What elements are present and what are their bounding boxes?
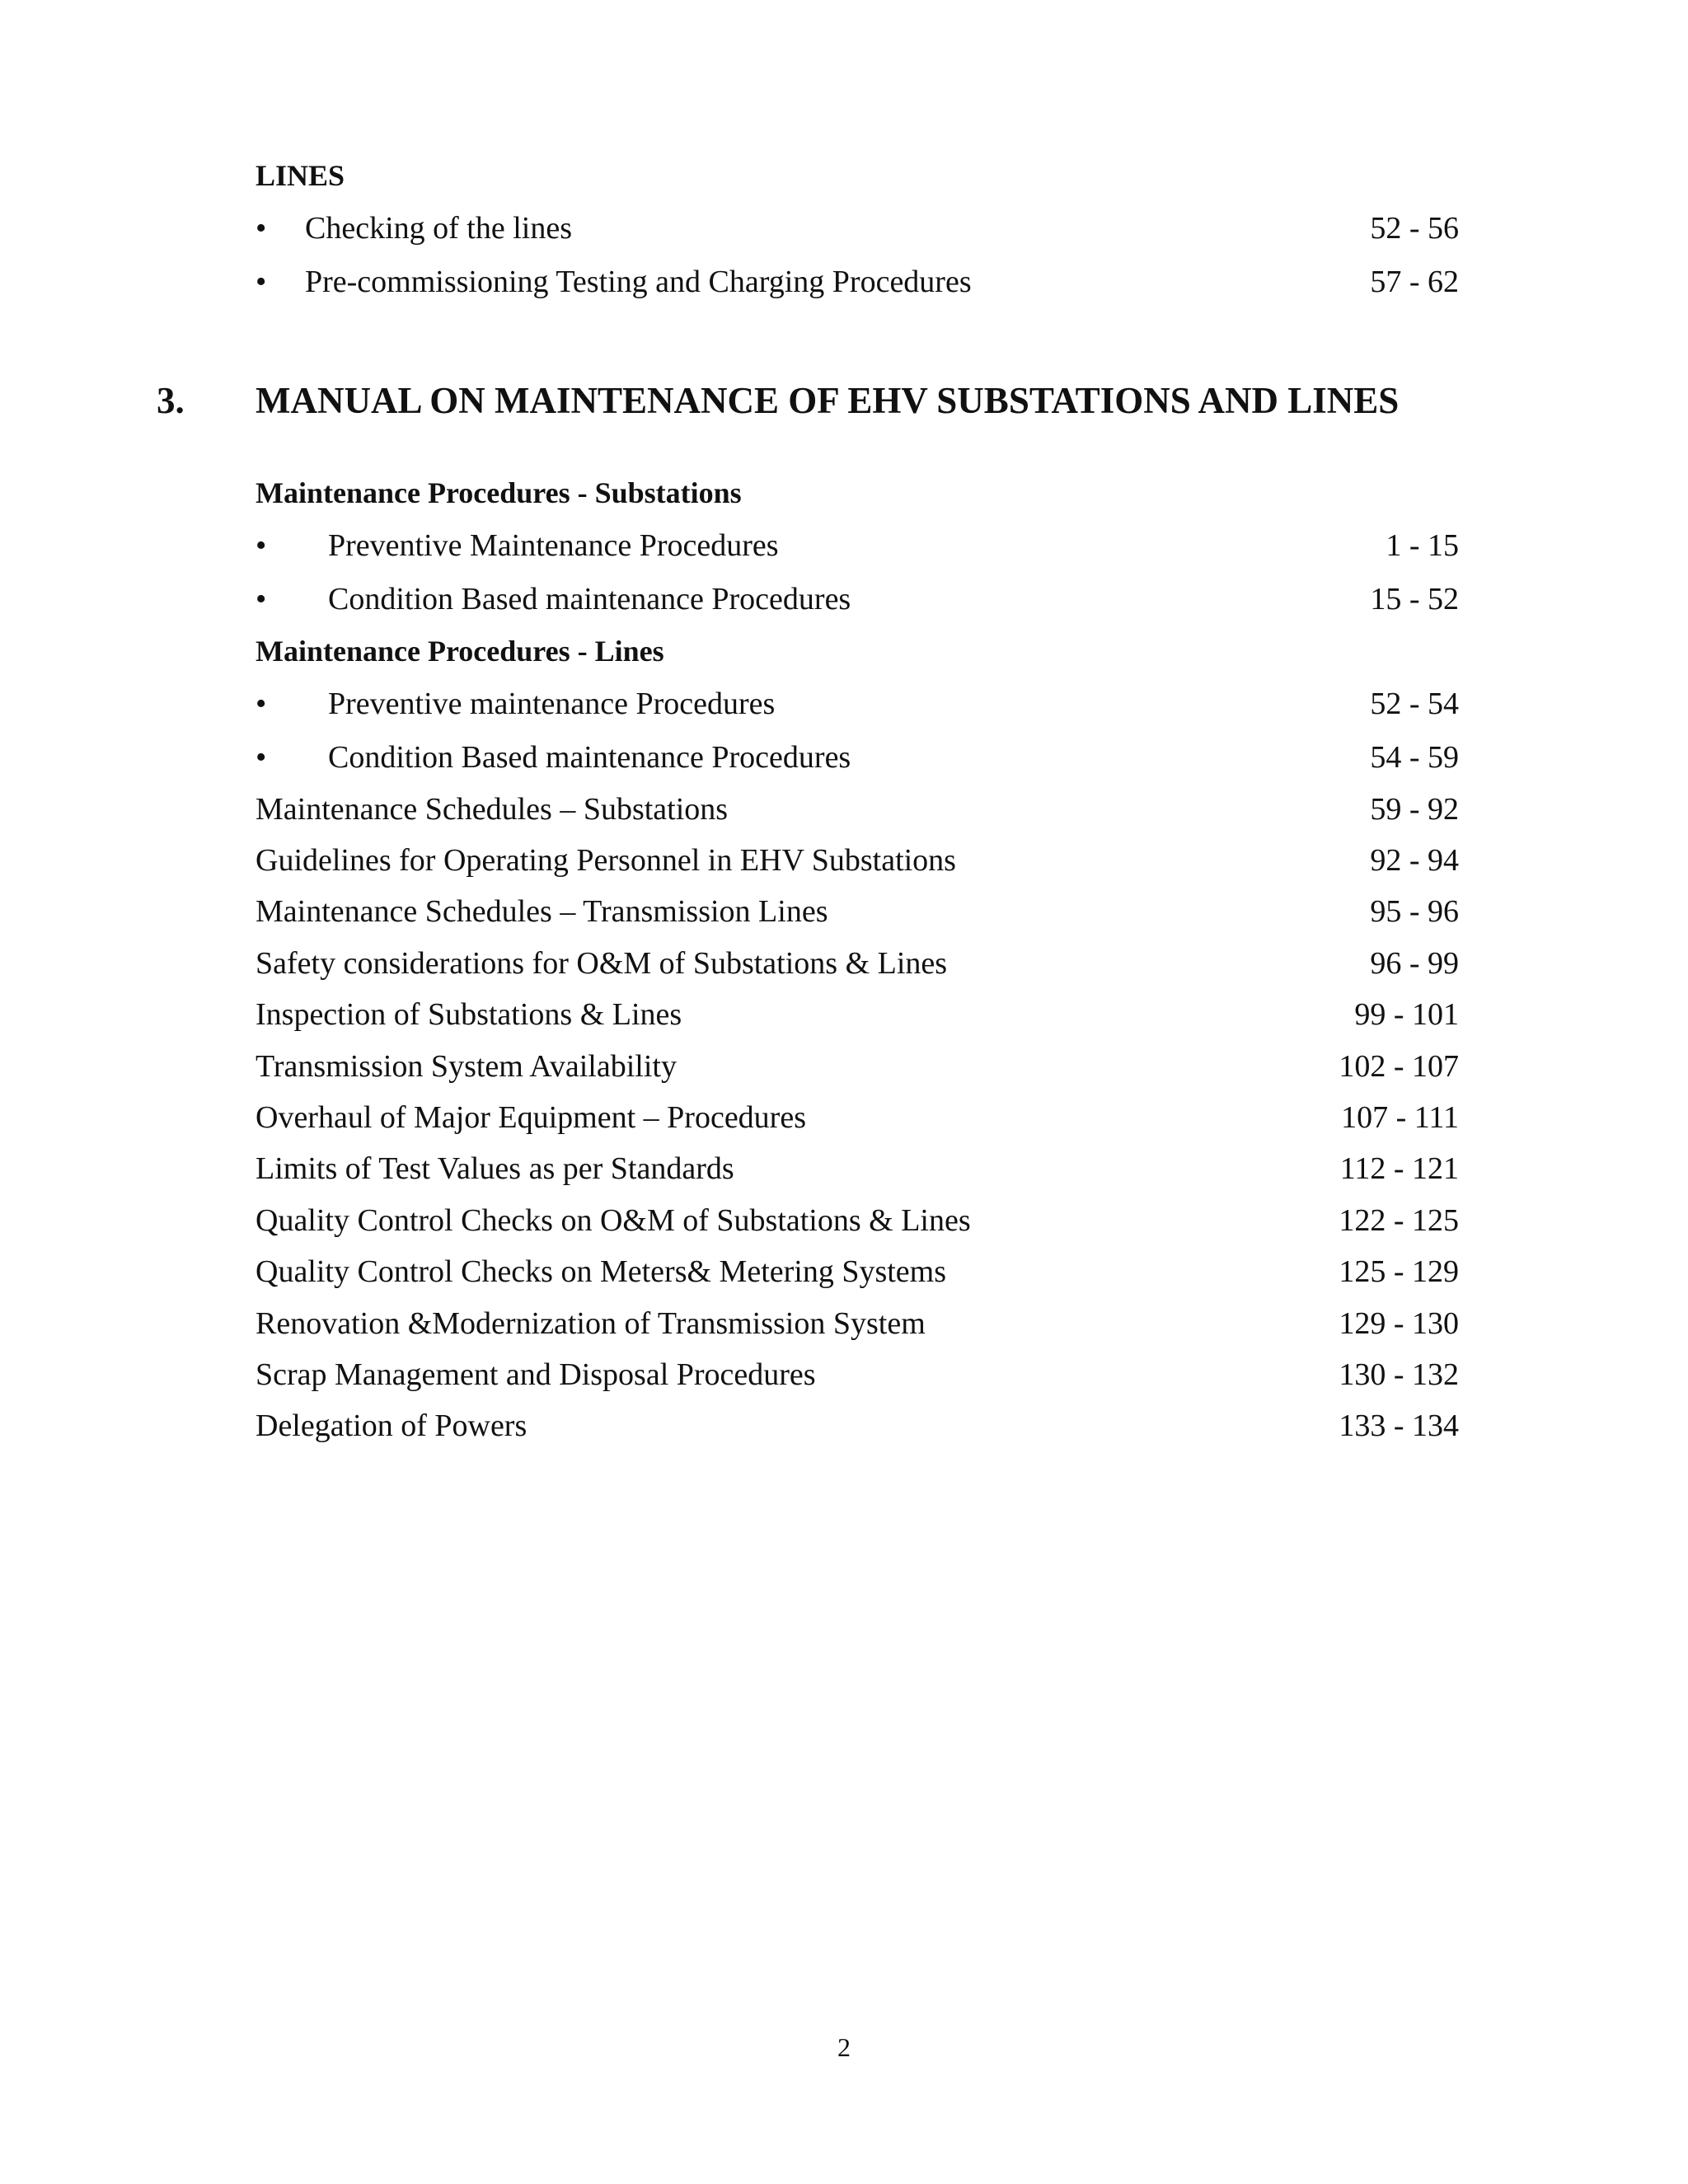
toc-entry bbox=[256, 1249, 1459, 1295]
toc-entry bbox=[256, 837, 1459, 883]
toc-entry-pages: 112 - 121 bbox=[1339, 1151, 1459, 1186]
substations-heading: Maintenance Procedures - Substations bbox=[256, 476, 742, 509]
toc-entry-pages: 57 - 62 bbox=[1370, 265, 1459, 299]
toc-entry-title: Condition Based maintenance Procedures bbox=[328, 740, 851, 775]
toc-entry-pages: 52 - 54 bbox=[1370, 687, 1459, 721]
bullet: • bbox=[256, 740, 267, 775]
toc-entry-title: Guidelines for Operating Personnel in EHV Substations bbox=[256, 843, 956, 878]
bullet: • bbox=[256, 211, 267, 246]
toc-entry bbox=[256, 205, 1459, 251]
toc-entry-pages: 59 - 92 bbox=[1370, 792, 1459, 827]
toc-entry-title: Maintenance Schedules – Transmission Lines bbox=[256, 894, 828, 929]
toc-entry-title: Preventive Maintenance Procedures bbox=[328, 528, 779, 563]
toc-entry bbox=[256, 259, 1459, 305]
toc-entry bbox=[256, 940, 1459, 987]
toc-entry-pages: 133 - 134 bbox=[1339, 1408, 1459, 1443]
toc-entry-title: Quality Control Checks on O&M of Substations & Lines bbox=[256, 1203, 971, 1238]
lines-procedures-heading: Maintenance Procedures - Lines bbox=[256, 635, 664, 668]
toc-entry bbox=[256, 734, 1459, 780]
toc-entry bbox=[256, 1094, 1459, 1141]
toc-entry-title: Checking of the lines bbox=[305, 211, 572, 246]
bullet: • bbox=[256, 687, 267, 721]
toc-entry-pages: 52 - 56 bbox=[1370, 211, 1459, 246]
toc-entry bbox=[256, 888, 1459, 935]
toc-entry-title: Renovation &Modernization of Transmission System bbox=[256, 1306, 926, 1341]
toc-entry-title: Safety considerations for O&M of Substations & Lines bbox=[256, 946, 948, 981]
toc-entry bbox=[256, 786, 1459, 832]
toc-entry-title: Delegation of Powers bbox=[256, 1408, 528, 1443]
section-title: MANUAL ON MAINTENANCE OF EHV SUBSTATIONS AND LINES bbox=[256, 380, 1400, 421]
toc-entry-pages: 125 - 129 bbox=[1339, 1254, 1459, 1289]
section-number: 3. bbox=[157, 380, 185, 421]
toc-entry-title: Quality Control Checks on Meters& Metering Systems bbox=[256, 1254, 947, 1289]
toc-entry bbox=[256, 1043, 1459, 1090]
toc-entry-pages: 95 - 96 bbox=[1370, 894, 1459, 929]
bullet: • bbox=[256, 582, 267, 616]
toc-entry bbox=[256, 523, 1459, 569]
toc-entry-title: Limits of Test Values as per Standards bbox=[256, 1151, 734, 1186]
toc-entry-title: Condition Based maintenance Procedures bbox=[328, 582, 851, 616]
toc-entry-pages: 102 - 107 bbox=[1339, 1049, 1459, 1084]
bullet: • bbox=[256, 265, 267, 299]
toc-entry bbox=[256, 576, 1459, 622]
toc-entry-title: Scrap Management and Disposal Procedures bbox=[256, 1357, 816, 1392]
toc-entry-pages: 130 - 132 bbox=[1339, 1357, 1459, 1392]
toc-entry-title: Preventive maintenance Procedures bbox=[328, 687, 776, 721]
toc-entry-pages: 92 - 94 bbox=[1370, 843, 1459, 878]
toc-entry bbox=[256, 1352, 1459, 1398]
toc-entry-title: Overhaul of Major Equipment – Procedures bbox=[256, 1100, 806, 1135]
toc-entry bbox=[256, 681, 1459, 727]
toc-entry-title: Maintenance Schedules – Substations bbox=[256, 792, 729, 827]
toc-entry-pages: 1 - 15 bbox=[1386, 528, 1459, 563]
toc-entry-pages: 99 - 101 bbox=[1354, 997, 1459, 1032]
toc-entry-pages: 122 - 125 bbox=[1339, 1203, 1459, 1238]
toc-entry-title: Inspection of Substations & Lines bbox=[256, 997, 682, 1032]
toc-entry bbox=[256, 991, 1459, 1038]
toc-entry bbox=[256, 1197, 1459, 1244]
toc-entry-pages: 54 - 59 bbox=[1370, 740, 1459, 775]
toc-entry-title: Transmission System Availability bbox=[256, 1049, 677, 1084]
toc-entry-pages: 107 - 111 bbox=[1341, 1100, 1459, 1135]
toc-entry-title: Pre-commissioning Testing and Charging Procedures bbox=[305, 265, 972, 299]
toc-entry bbox=[256, 1146, 1459, 1192]
toc-entry-pages: 15 - 52 bbox=[1370, 582, 1459, 616]
toc-entry-pages: 96 - 99 bbox=[1370, 946, 1459, 981]
lines-heading: LINES bbox=[256, 159, 345, 192]
page-number: 2 bbox=[837, 2032, 851, 2062]
toc-entry bbox=[256, 1403, 1459, 1449]
toc-entry-pages: 129 - 130 bbox=[1339, 1306, 1459, 1341]
toc-entry bbox=[256, 1301, 1459, 1347]
bullet: • bbox=[256, 528, 267, 563]
